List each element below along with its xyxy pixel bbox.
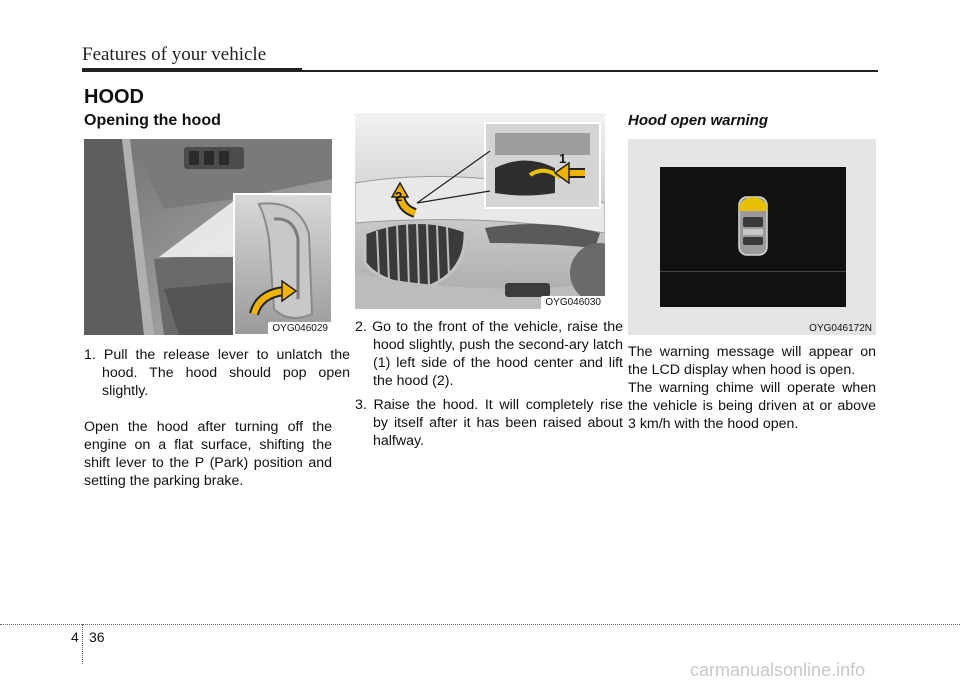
figure-lcd-warning bbox=[628, 139, 876, 335]
figure-code: OYG046030 bbox=[541, 296, 605, 309]
opening-hood-heading: Opening the hood bbox=[84, 112, 221, 129]
warning-paragraph-1: The warning message will appear on the LCD display when hood is open. bbox=[628, 344, 876, 378]
callout-2: 2 bbox=[395, 189, 403, 204]
step-2: 2. Go to the front of the vehicle, raise the hood slightly, push the second-ary latch (1) left side of the hood center and lift the hood (2). bbox=[355, 319, 623, 389]
section-title: HOOD bbox=[84, 86, 144, 108]
figure-code: OYG046029 bbox=[268, 322, 332, 335]
hood-latch-illustration bbox=[355, 113, 605, 309]
hood-paragraph: Open the hood after turning off the engine on a flat surface, shifting the shift lever to the P (Park) position and setting the parking brake. bbox=[84, 419, 332, 489]
footer-vertical-divider bbox=[82, 624, 83, 664]
footer-divider bbox=[0, 624, 960, 625]
car-top-view-icon bbox=[736, 191, 770, 261]
watermark: carmanualsonline.info bbox=[690, 660, 866, 680]
step-1: 1. Pull the release lever to unlatch the hood. The hood should pop open slightly. bbox=[84, 347, 350, 399]
figure-code: OYG046172N bbox=[805, 322, 876, 335]
release-lever-illustration bbox=[84, 139, 332, 335]
header-divider-thick bbox=[82, 68, 302, 72]
page-number: 36 bbox=[89, 629, 105, 645]
chapter-number: 4 bbox=[71, 629, 79, 645]
header-divider-thin bbox=[302, 70, 878, 72]
step-3: 3. Raise the hood. It will completely rise by itself after it has been raised about halfway. bbox=[355, 397, 623, 449]
callout-1: 1 bbox=[559, 151, 567, 166]
figure-hood-latch bbox=[355, 113, 605, 309]
warning-paragraph-2: The warning chime will operate when the vehicle is being driven at or above 3 km/h with the hood open. bbox=[628, 380, 876, 432]
header-title: Features of your vehicle bbox=[82, 44, 267, 65]
figure-release-lever bbox=[84, 139, 332, 335]
lcd-display bbox=[660, 167, 846, 307]
hood-open-warning-heading: Hood open warning bbox=[628, 112, 768, 129]
